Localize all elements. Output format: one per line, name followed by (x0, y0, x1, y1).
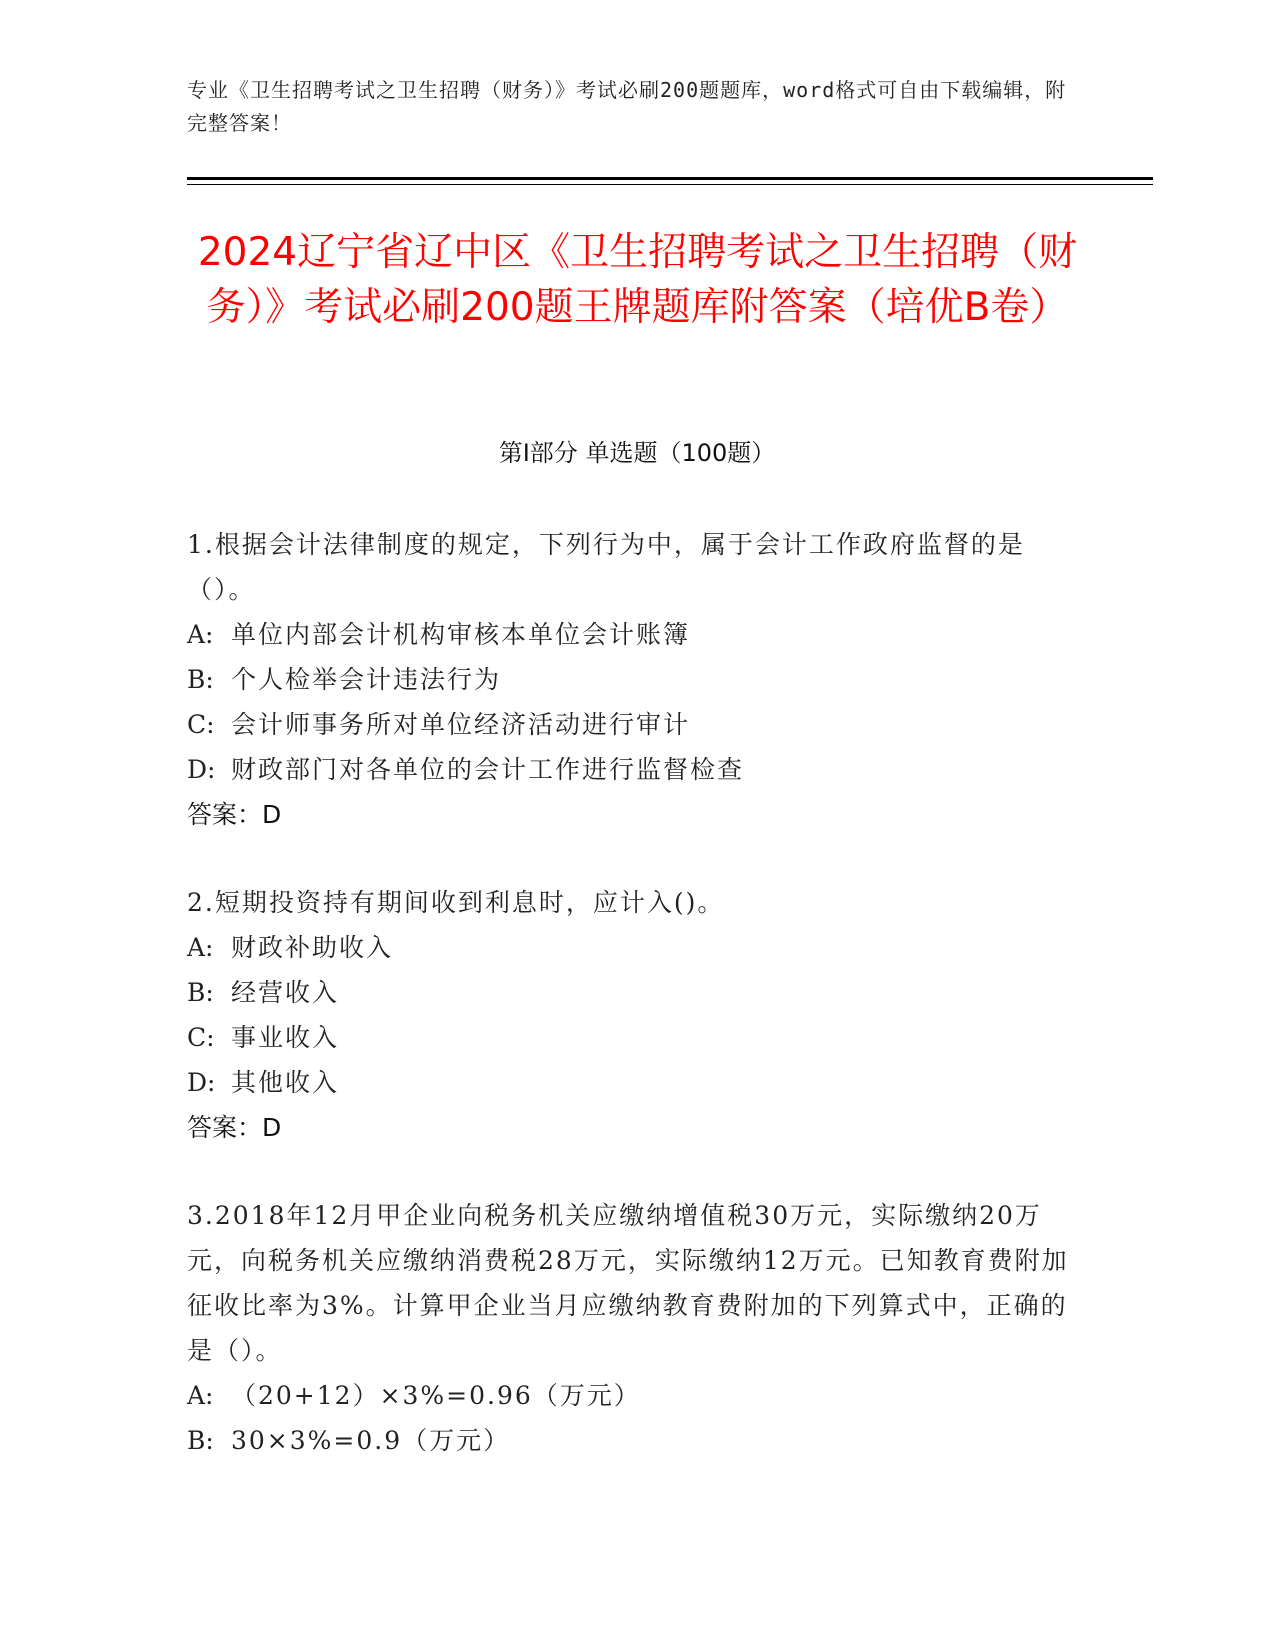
option-b (187, 657, 1082, 702)
header-note: 专业《卫生招聘考试之卫生招聘（财务）》考试必刷200题题库，word格式可自由下载编辑，附完整答案！ (187, 78, 1067, 135)
question-3 (187, 1193, 1082, 1463)
answer-line: 答案：D (187, 800, 282, 829)
question-2 (187, 880, 1082, 1150)
option-key: C: (187, 710, 215, 739)
option-a (187, 1373, 1082, 1418)
option-text: 经营收入 (231, 978, 340, 1007)
header-divider-thin (187, 184, 1153, 185)
option-list (187, 925, 1082, 1105)
option-text: 事业收入 (231, 1023, 340, 1052)
option-key: B: (187, 1426, 214, 1455)
option-text: 会计师事务所对单位经济活动进行审计 (231, 710, 691, 739)
option-text: 财政部门对各单位的会计工作进行监督检查 (231, 755, 745, 784)
option-a (187, 925, 1082, 970)
option-c (187, 702, 1082, 747)
option-key: B: (187, 978, 214, 1007)
option-b (187, 970, 1082, 1015)
option-key: D: (187, 755, 216, 784)
document-title: 2024辽宁省辽中区《卫生招聘考试之卫生招聘（财务）》考试必刷200题王牌题库附答案（培优B卷） (197, 230, 1078, 330)
option-a (187, 612, 1082, 657)
option-key: C: (187, 1023, 215, 1052)
question-1 (187, 522, 1082, 837)
option-key: B: (187, 665, 214, 694)
section-title: 第Ⅰ部分 单选题（100题） (498, 439, 776, 467)
question-list (187, 522, 1082, 1506)
option-key: A: (187, 1381, 214, 1410)
question-stem: 3.2018年12月甲企业向税务机关应缴纳增值税30万元，实际缴纳20万元，向税务机关应缴纳消费税28万元，实际缴纳12万元。已知教育费附加征收比率为3%。计算甲企业当月应缴纳教育费附加的下列算式中，正确的是（）。 (187, 1201, 1069, 1365)
option-text: 30×3%=0.9（万元） (231, 1426, 511, 1455)
option-text: 个人检举会计违法行为 (231, 665, 502, 694)
option-list (187, 1373, 1082, 1463)
option-d (187, 747, 1082, 792)
option-text: 其他收入 (231, 1068, 340, 1097)
option-text: 单位内部会计机构审核本单位会计账簿 (231, 620, 691, 649)
option-text: 财政补助收入 (231, 933, 394, 962)
header-divider-thick (187, 177, 1153, 180)
option-c (187, 1015, 1082, 1060)
option-b (187, 1418, 1082, 1463)
option-text: （20+12）×3%=0.96（万元） (231, 1381, 641, 1410)
option-key: A: (187, 933, 214, 962)
option-list (187, 612, 1082, 792)
option-key: A: (187, 620, 214, 649)
option-key: D: (187, 1068, 216, 1097)
question-stem: 1.根据会计法律制度的规定，下列行为中，属于会计工作政府监督的是（）。 (187, 530, 1025, 604)
question-stem: 2.短期投资持有期间收到利息时，应计入()。 (187, 888, 725, 917)
answer-line: 答案：D (187, 1113, 282, 1142)
option-d (187, 1060, 1082, 1105)
